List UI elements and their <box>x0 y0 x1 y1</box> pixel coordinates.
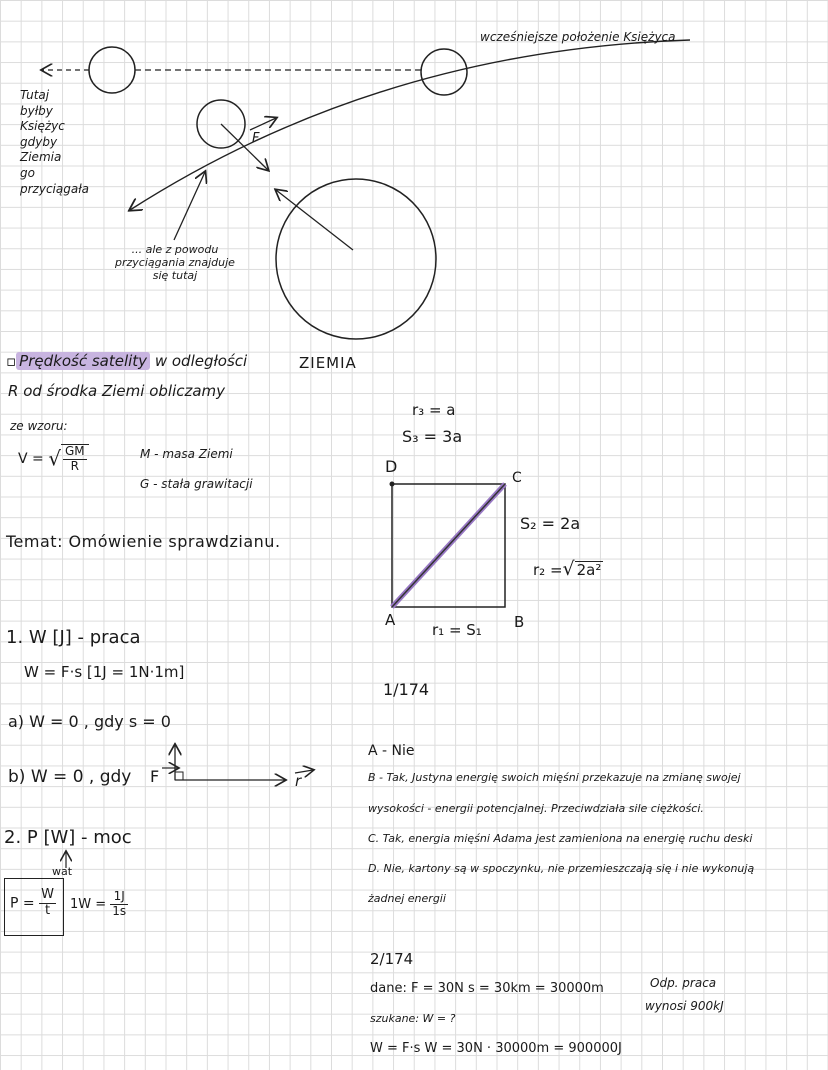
but-due-note <box>115 243 235 283</box>
note-line: Ziemia <box>20 150 62 165</box>
vertex-a: A <box>385 611 396 629</box>
velocity-heading: Prędkość satelity <box>16 352 150 370</box>
r2-lhs: r₂ = <box>533 561 563 579</box>
velocity-formula <box>18 444 89 474</box>
moon-earlier-left <box>89 47 135 93</box>
vertex-d: D <box>385 457 398 476</box>
watt-denominator: 1s <box>112 903 127 918</box>
sqrt-body <box>61 444 89 474</box>
note-line: się tutaj <box>152 269 198 283</box>
earth-label: ZIEMIA <box>299 354 357 372</box>
note-line: go <box>20 165 35 180</box>
work-case-b: b) W = 0 , gdy <box>8 767 132 787</box>
sqrt-icon: √ <box>48 446 61 471</box>
ex2-sought: szukane: W = ? <box>370 1012 456 1025</box>
ex1-title: 1/174 <box>383 680 430 699</box>
ex2-calc: W = F·s W = 30N · 30000m = 900000J <box>370 1041 622 1056</box>
power-denominator: t <box>44 902 51 918</box>
velocity-line-2: R od środka Ziemi obliczamy <box>8 382 226 400</box>
moon-earlier-right <box>421 49 467 95</box>
work-formula: W = F·s [1J = 1N·1m] <box>24 663 185 681</box>
note-line: ... ale z powodu <box>131 243 219 256</box>
formula-lhs: V = <box>18 450 44 467</box>
power-title: 2. P [W] - moc <box>4 827 132 848</box>
watt-definition <box>70 890 128 919</box>
work-case-a: a) W = 0 , gdy s = 0 <box>8 712 171 731</box>
earlier-moon-label: wcześniejsze położenie Księżyca <box>480 30 676 44</box>
r2-value: 2a² <box>576 561 602 580</box>
ex2-answer-line-1: Odp. praca <box>650 976 717 990</box>
ex2-answer-line-2: wynosi 900kJ <box>645 999 724 1013</box>
s3-label: S₃ = 3a <box>402 427 463 446</box>
earth-circle <box>276 179 436 339</box>
work-title: 1. W [J] - praca <box>6 627 141 648</box>
here-would-be-note <box>20 88 89 197</box>
ex1-answer-b: B - Tak, Justyna energię swoich mięśni przekazuje na zmianę swojej <box>368 771 741 784</box>
ex2-title: 2/174 <box>370 950 414 968</box>
power-formula <box>10 888 56 919</box>
power-numerator: W <box>41 887 54 902</box>
velocity-line-1 <box>6 353 247 370</box>
velocity-line-3: ze wzoru: <box>10 419 68 433</box>
gm-over-r <box>63 445 87 474</box>
note-line: przyciągania znajduje <box>115 256 235 270</box>
s2-label: S₂ = 2a <box>520 514 581 533</box>
j-over-s <box>110 890 128 919</box>
w-over-t <box>39 888 56 919</box>
power-lhs: P = <box>10 895 35 912</box>
note-line: przyciągała <box>20 181 90 196</box>
ex1-answer-d: D. Nie, kartony są w spoczynku, nie przemieszczają się i nie wykonują <box>368 862 755 875</box>
watt-label: wat <box>52 865 73 878</box>
watt-numerator: 1J <box>110 890 128 905</box>
formula-denominator: R <box>70 458 79 473</box>
watt-lhs: 1W = <box>70 896 107 912</box>
ex2-given: dane: F = 30N s = 30km = 30000m <box>370 981 604 996</box>
work-displacement-label: r <box>295 772 302 790</box>
r2-label <box>533 559 603 581</box>
topic-title: Temat: Omówienie sprawdzianu. <box>6 532 281 551</box>
note-line: Księżyc <box>20 119 65 134</box>
ex1-answer-a: A - Nie <box>368 743 415 759</box>
orbit-arc <box>130 40 690 210</box>
bullet-icon: ▫ <box>6 352 17 370</box>
note-line: gdyby <box>20 134 58 149</box>
ex1-answer-d-cont: żadnej energii <box>368 892 446 905</box>
note-line: Tutaj <box>20 88 50 102</box>
velocity-line-1-rest: w odległości <box>154 352 248 370</box>
sqrt-icon: √ <box>562 558 575 580</box>
ex1-answer-c: C. Tak, energia mięśni Adama jest zamieniona na energię ruchu deski <box>368 832 753 845</box>
r1-label: r₁ = S₁ <box>432 621 482 639</box>
vertex-c: C <box>512 470 522 486</box>
work-force-label: F <box>150 767 160 786</box>
force-label: F <box>252 131 260 146</box>
gravity-definition: G - stała grawitacji <box>140 477 253 491</box>
note-line: byłby <box>20 103 53 118</box>
formula-numerator: GM <box>64 444 85 458</box>
ex1-answer-b-cont: wysokości - energii potencjalnej. Przeciwdziała sile ciężkości. <box>368 802 704 815</box>
vertex-b: B <box>514 613 525 631</box>
mass-definition: M - masa Ziemi <box>140 447 233 461</box>
r3-label: r₃ = a <box>412 401 456 419</box>
